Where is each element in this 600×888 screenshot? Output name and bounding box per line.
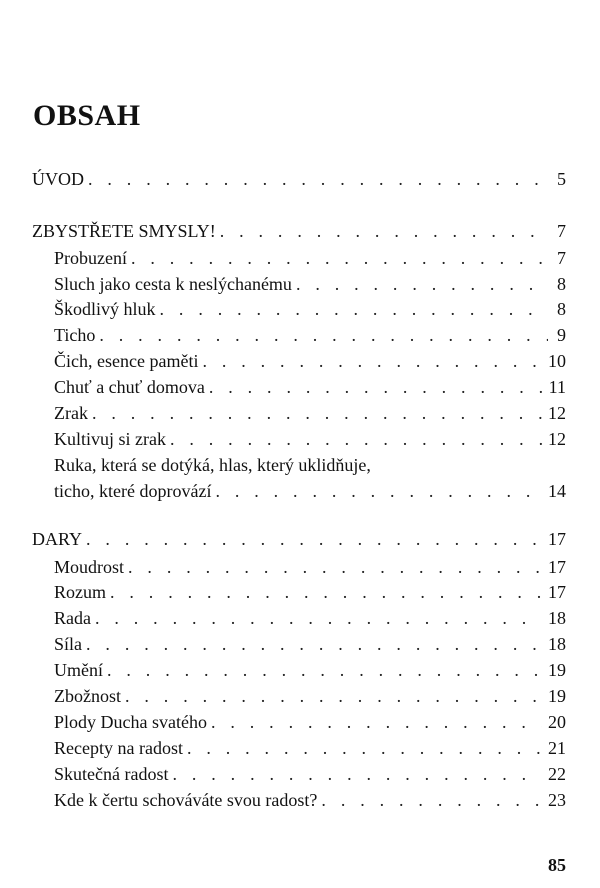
toc-entry-label: Plody Ducha svatého [54, 712, 207, 732]
toc-entry-uvod [32, 167, 566, 191]
toc-entry-plody-ducha [54, 710, 566, 734]
toc-entry-label: Probuzení [54, 248, 127, 268]
toc-entry-page: 7 [557, 221, 566, 241]
toc-entry-page: 9 [557, 325, 566, 345]
toc-entry-sluch [54, 272, 566, 296]
toc-entry-page: 19 [548, 660, 566, 680]
dot-leader [99, 323, 548, 347]
dot-leader [86, 632, 542, 656]
contents-heading: OBSAH [33, 99, 141, 132]
toc-entry-label: Skutečná radost [54, 764, 169, 784]
toc-entry-zbystrete-smysly [32, 219, 566, 243]
toc-entry-label: Kultivuj si zrak [54, 429, 166, 449]
toc-entry-page: 18 [548, 634, 566, 654]
toc-entry-page: 8 [557, 274, 566, 294]
toc-entry-label: ÚVOD [32, 169, 84, 189]
toc-entry-label: Rozum [54, 582, 106, 602]
toc-entry-chut [54, 375, 566, 399]
toc-entry-label: ZBYSTŘETE SMYSLY! [32, 221, 216, 241]
toc-entry-page: 21 [548, 738, 566, 758]
toc-entry-rozum [54, 580, 566, 604]
toc-entry-zrak [54, 401, 566, 425]
toc-entry-page: 22 [548, 764, 566, 784]
toc-entry-page: 5 [557, 169, 566, 189]
toc-entry-page: 14 [548, 481, 566, 501]
toc-entry-rada [54, 606, 566, 630]
toc-entry-label: Umění [54, 660, 103, 680]
toc-entry-cich [54, 349, 566, 373]
toc-entry-kde-k-certu [54, 788, 566, 812]
dot-leader [209, 375, 543, 399]
toc-entry-page: 19 [548, 686, 566, 706]
toc-entry-page: 20 [548, 712, 566, 732]
dot-leader [86, 527, 542, 551]
toc-entry-label: ticho, které doprovází [54, 481, 212, 501]
toc-entry-page: 11 [548, 377, 566, 397]
dot-leader [125, 684, 542, 708]
toc-entry-label: Chuť a chuť domova [54, 377, 205, 397]
dot-leader [88, 167, 548, 191]
dot-leader [131, 246, 548, 270]
toc-entry-label: Sluch jako cesta k neslýchanému [54, 274, 292, 294]
toc-entry-page: 17 [548, 529, 566, 549]
toc-entry-label: Zrak [54, 403, 88, 423]
dot-leader [211, 710, 542, 734]
dot-leader [215, 479, 542, 503]
toc-entry-dary [32, 527, 566, 551]
toc-entry-label: Ticho [54, 325, 96, 345]
toc-entry-zboznost [54, 684, 566, 708]
toc-entry-recepty [54, 736, 566, 760]
dot-leader [110, 580, 542, 604]
toc-entry-ruka [54, 479, 566, 503]
toc-entry-page: 23 [548, 790, 566, 810]
toc-entry-page: 7 [557, 248, 566, 268]
toc-entry-sila [54, 632, 566, 656]
toc-entry-skodlivy-hluk [54, 297, 566, 321]
toc-entry-label: Rada [54, 608, 91, 628]
toc-entry-page: 18 [548, 608, 566, 628]
dot-leader [172, 762, 542, 786]
toc-entry-label: Zbožnost [54, 686, 121, 706]
toc-entry-ticho [54, 323, 566, 347]
toc-entry-label: Čich, esence paměti [54, 351, 199, 371]
dot-leader [321, 788, 542, 812]
dot-leader [220, 219, 548, 243]
dot-leader [95, 606, 542, 630]
dot-leader [202, 349, 542, 373]
toc-entry-probuzeni [54, 246, 566, 270]
toc-entry-ruka-line1: Ruka, která se dotýká, hlas, který uklidňuje, [54, 455, 371, 475]
toc-entry-kultivuj [54, 427, 566, 451]
toc-entry-label: Škodlivý hluk [54, 299, 156, 319]
dot-leader [187, 736, 542, 760]
toc-entry-label: Moudrost [54, 557, 125, 577]
toc-entry-umeni [54, 658, 566, 682]
dot-leader [128, 555, 542, 579]
toc-entry-moudrost [54, 555, 566, 579]
dot-leader [107, 658, 542, 682]
toc-entry-page: 12 [548, 429, 566, 449]
toc-entry-page: 12 [548, 403, 566, 423]
toc-entry-label: DARY [32, 529, 83, 549]
dot-leader [296, 272, 548, 296]
toc-entry-label: Síla [54, 634, 83, 654]
toc-entry-page: 8 [557, 299, 566, 319]
toc-entry-page: 10 [548, 351, 566, 371]
dot-leader [92, 401, 542, 425]
toc-entry-page: 17 [548, 582, 566, 602]
page-number: 85 [548, 855, 566, 875]
toc-entry-page: 17 [548, 557, 566, 577]
dot-leader [160, 297, 548, 321]
toc-entry-label: Kde k čertu schováváte svou radost? [54, 790, 318, 810]
dot-leader [170, 427, 542, 451]
toc-entry-label: Recepty na radost [54, 738, 183, 758]
toc-entry-skutecna-radost [54, 762, 566, 786]
